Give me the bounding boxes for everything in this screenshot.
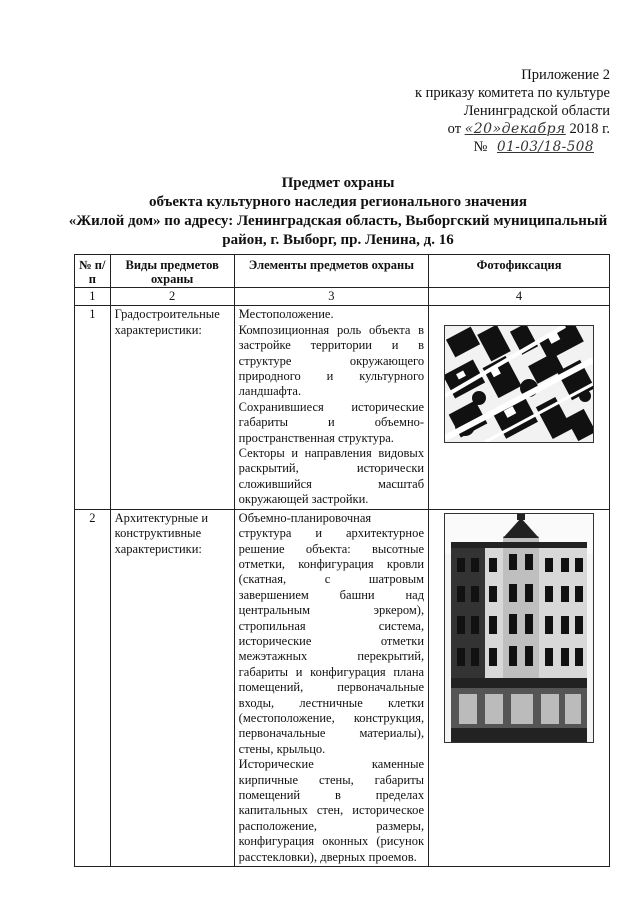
building-facade-photo [444,513,594,743]
table-row [75,306,610,509]
date-close-quote: » [492,121,502,137]
row-elements [234,509,428,866]
row-photo-cell [429,509,610,866]
date-year: 2018 г. [569,121,610,137]
row-number: 1 [75,306,111,509]
number-prefix: № [473,139,488,155]
column-number: 2 [110,288,234,306]
date-prefix: от [447,121,462,137]
date-day: 20 [473,121,493,137]
element-item: Объемно-планировочная структура и архитектурное решение объекта: высотные отметки, конфигурация кровли (скатная, с шатровым завершением башни над центральным эркером), стропильная система, исторические отметки межэтажных перекрытий, габариты и конфигурация плана помещений, первоначальные входы, лестничные клетки (местоположение, конструкция, первоначальные материалы), стены, крыльцо. [238,510,425,756]
header-cell-photo: Фотофиксация [429,255,610,288]
element-item: Композиционная роль объекта в застройке территории и в структуре окружающего природного и культурного ландшафта. [238,322,425,399]
row-elements [234,306,428,509]
element-item: Сохранившиеся исторические габариты и объемно-пространственная структура. [238,399,425,445]
title-line-4: район, г. Выборг, пр. Ленина, д. 16 [222,232,454,248]
handwritten-number: 01-03/18-508 [497,139,594,155]
table-row [75,509,610,866]
element-item: Местоположение. [238,307,334,322]
column-number: 1 [75,288,111,306]
appendix-date-line [415,120,610,138]
appendix-line-order: к приказу комитета по культуре [414,85,610,101]
column-number-row [75,288,610,306]
title-line-2: объекта культурного наследия регионального значения [149,194,527,210]
row-photo-cell [429,306,610,509]
title-line-3: «Жилой дом» по адресу: Ленинградская область, Выборгский муниципальный [68,213,608,229]
row-type: Градостроительные характеристики: [110,306,234,509]
row-number: 2 [75,509,111,866]
date-month: декабря [501,121,566,137]
row-type: Архитектурные и конструктивные характеристики: [110,509,234,866]
header-cell-type: Виды предметов охраны [110,255,234,288]
document-title [60,174,616,250]
appendix-title: Приложение 2 [521,67,610,83]
column-number: 3 [234,288,428,306]
header-cell-elements: Элементы предметов охраны [234,255,428,288]
table-header-row [75,255,610,288]
handwritten-date [465,121,566,137]
column-number: 4 [429,288,610,306]
header-cell-number: № п/п [75,255,111,288]
appendix-number-line [415,138,610,156]
protection-table [74,254,610,867]
appendix-line-region: Ленинградской области [463,103,610,119]
title-line-1: Предмет охраны [281,175,395,191]
appendix-header [415,66,610,156]
element-item: Секторы и направления видовых раскрытий, исторически сложившийся масштаб окружающей застройки. [238,446,425,507]
aerial-map-photo [444,325,594,443]
element-item: Исторические каменные кирпичные стены, габариты помещений в пределах капитальных стен, историческое расположение, размеры, конфигурация оконных (рисунок расстекловки), дверных проемов. [238,757,425,864]
date-open-quote: « [464,121,474,137]
